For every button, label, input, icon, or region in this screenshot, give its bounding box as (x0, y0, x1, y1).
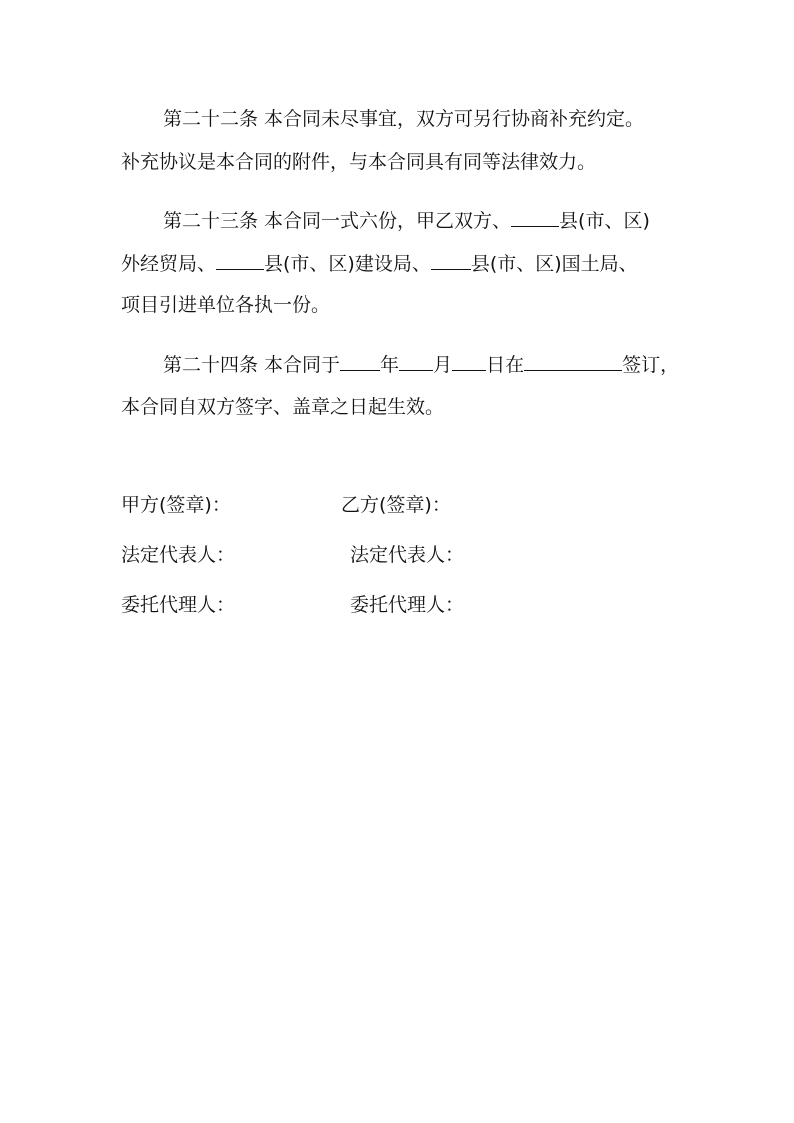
blank-month (399, 352, 433, 371)
party-b-legal-rep-label: 法定代表人： (350, 544, 465, 566)
blank-place (524, 352, 622, 371)
article-24-line-1 (163, 352, 679, 377)
signed-label: 签订， (622, 354, 680, 376)
article-23-line-2 (121, 251, 638, 276)
blank-county-3 (431, 251, 471, 270)
blank-county-1 (511, 208, 559, 227)
article-24-text: 第二十四条 本合同于 (163, 354, 341, 376)
article-22-line-2: 补充协议是本合同的附件，与本合同具有同等法律效力。 (121, 151, 597, 173)
construction-bureau-label: 县(市、区)建设局、 (264, 253, 431, 275)
month-label: 月 (433, 354, 453, 376)
blank-day (452, 352, 486, 371)
article-24-line-2: 本合同自双方签字、盖章之日起生效。 (121, 396, 445, 418)
article-23-text: 第二十三条 本合同一式六份，甲乙双方、 (163, 210, 512, 232)
party-b-agent-label: 委托代理人： (350, 594, 465, 616)
land-bureau-label: 县(市、区)国土局、 (470, 253, 638, 275)
trade-bureau-label: 外经贸局、 (121, 253, 217, 275)
party-a-signature-label: 甲方(签章)： (121, 494, 231, 516)
party-a-legal-rep-label: 法定代表人： (121, 544, 236, 566)
blank-county-2 (216, 251, 264, 270)
blank-year (340, 352, 380, 371)
year-label: 年 (380, 354, 400, 376)
article-23-line-3: 项目引进单位各执一份。 (121, 294, 331, 316)
article-23-line-1 (163, 208, 650, 233)
party-a-agent-label: 委托代理人： (121, 594, 236, 616)
article-22-line-1: 第二十二条 本合同未尽事宜，双方可另行协商补充约定。 (163, 108, 645, 130)
day-label: 日在 (486, 354, 525, 376)
party-b-signature-label: 乙方(签章)： (341, 494, 451, 516)
county-label: 县(市、区) (559, 210, 650, 232)
